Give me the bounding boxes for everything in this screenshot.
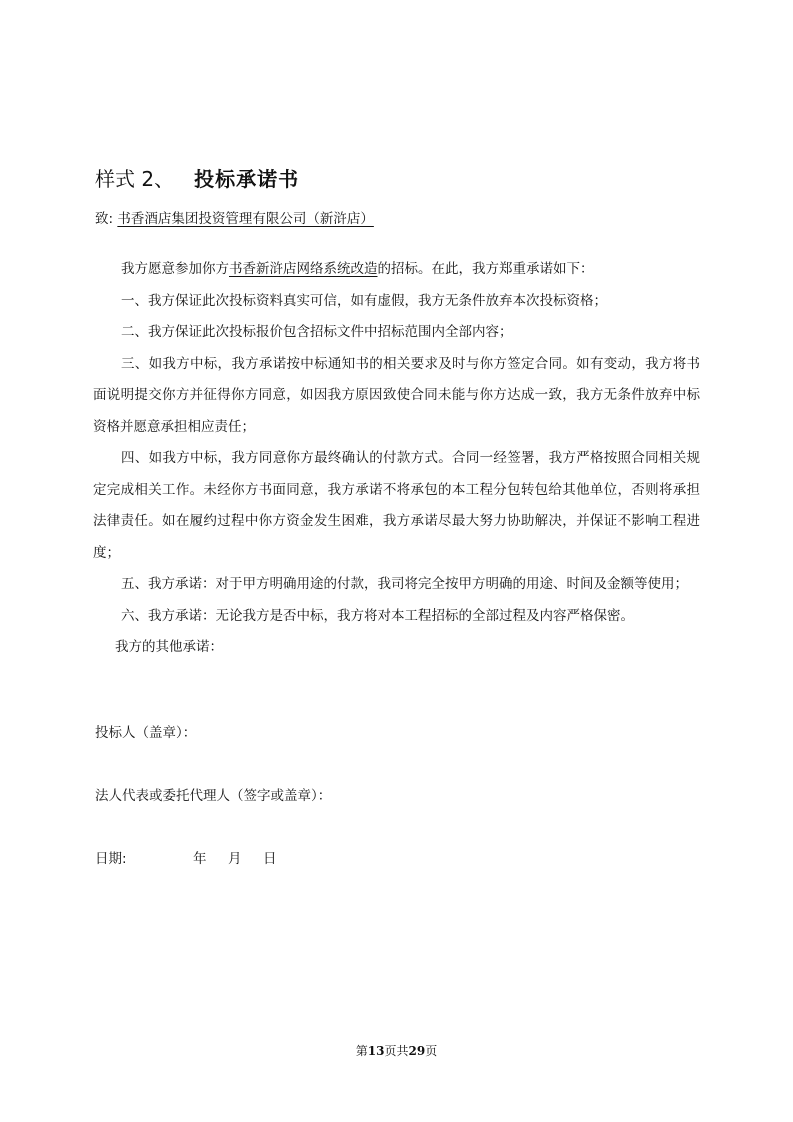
date-year: 年 bbox=[193, 851, 207, 867]
form-number: 样式 2、 bbox=[95, 167, 175, 191]
footer-suffix: 页 bbox=[425, 1044, 438, 1058]
recipient-name: 书香酒店集团投资管理有限公司（新浒店） bbox=[117, 211, 374, 227]
commitment-item-6: 六、我方承诺：无论我方是否中标，我方将对本工程招标的全部过程及内容严格保密。 bbox=[121, 607, 634, 624]
bidder-seal-line: 投标人（盖章）： bbox=[95, 725, 197, 741]
intro-paragraph bbox=[93, 254, 700, 286]
date-label: 日期: bbox=[95, 851, 127, 867]
representative-sign-line: 法人代表或委托代理人（签字或盖章）： bbox=[95, 788, 332, 804]
footer-page-number: 13 bbox=[367, 1044, 385, 1058]
commitment-item-4: 四、如我方中标，我方同意你方最终确认的付款方式。合同一经签署，我方严格按照合同相关规定完成相关工作。未经你方书面同意，我方承诺不将承包的本工程分包转包给其他单位，否则将承担法律责任。如在履约过程中你方资金发生困难，我方承诺尽最大努力协助解决，并保证不影响工程进度； bbox=[93, 450, 700, 561]
intro-before: 我方愿意参加你方 bbox=[121, 261, 229, 277]
footer-prefix: 第 bbox=[355, 1044, 368, 1058]
project-name: 书香新浒店网络系统改造 bbox=[229, 261, 378, 277]
commitment-item-2: 二、我方保证此次投标报价包含招标文件中招标范围内全部内容； bbox=[121, 324, 513, 340]
page-footer bbox=[0, 1042, 793, 1060]
recipient-label: 致: bbox=[95, 211, 114, 227]
commitment-item-3: 三、如我方中标，我方承诺按中标通知书的相关要求及时与你方签定合同。如有变动，我方将书面说明提交你方并征得你方同意，如因我方原因致使合同未能与你方达成一致，我方无条件放弃中标资格并愿意承担相应责任； bbox=[93, 355, 700, 435]
footer-middle: 页共 bbox=[384, 1044, 409, 1058]
other-commitments-label: 我方的其他承诺： bbox=[115, 639, 223, 655]
form-title bbox=[95, 165, 299, 193]
commitment-item-5: 五、我方承诺：对于甲方明确用途的付款，我司将完全按甲方明确的用途、时间及金额等使用； bbox=[121, 576, 688, 592]
date-month: 月 bbox=[228, 851, 242, 867]
commitment-body bbox=[93, 254, 700, 664]
date-day: 日 bbox=[263, 851, 277, 867]
commitment-item-1: 一、我方保证此次投标资料真实可信，如有虚假，我方无条件放弃本次投标资格； bbox=[121, 292, 607, 309]
form-heading: 投标承诺书 bbox=[194, 167, 300, 191]
footer-total-pages: 29 bbox=[408, 1044, 426, 1058]
intro-after: 的招标。在此，我方郑重承诺如下： bbox=[377, 261, 594, 277]
recipient-line bbox=[95, 209, 374, 229]
